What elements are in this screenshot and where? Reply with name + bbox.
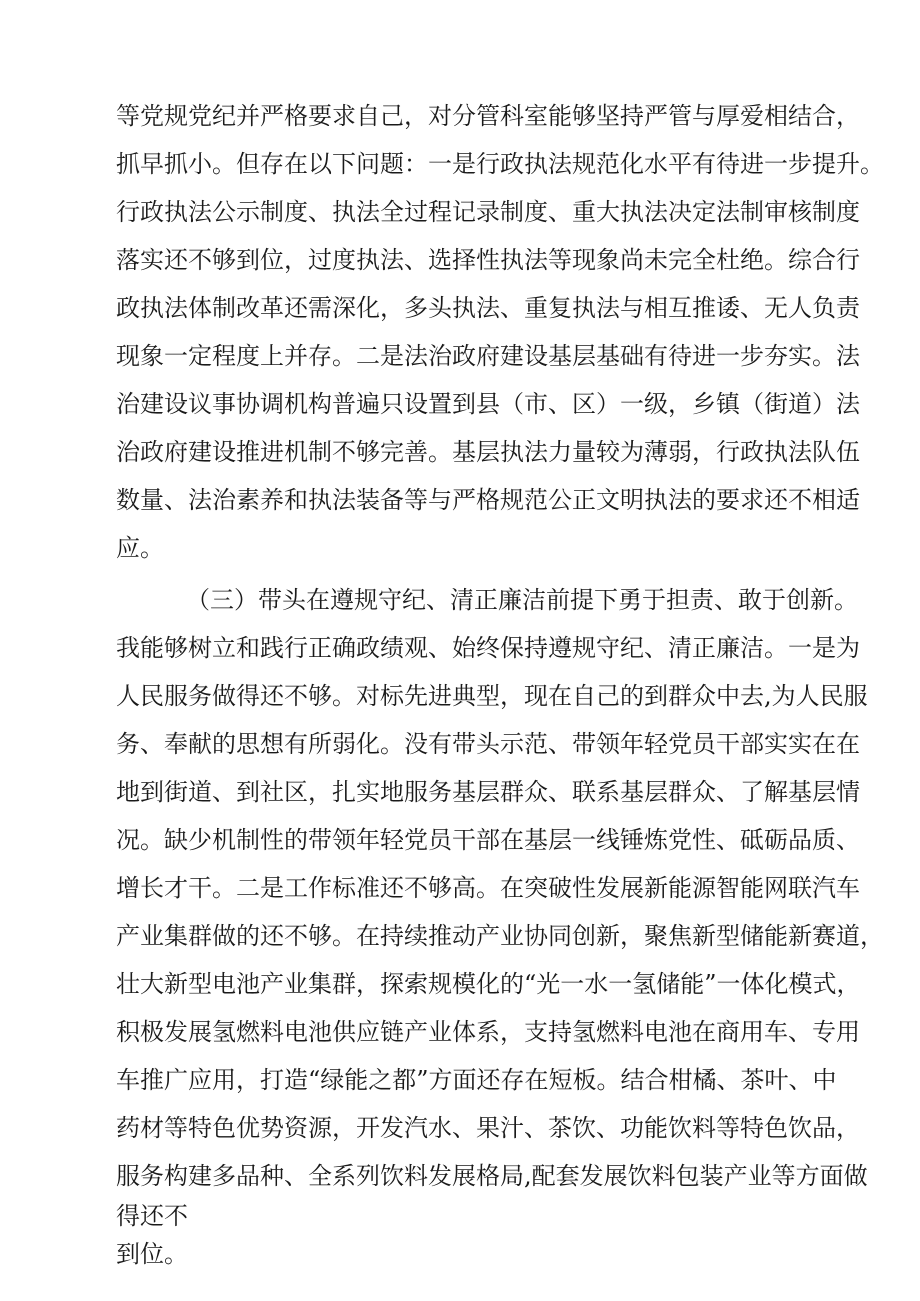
text-line: 数量、法治素养和执法装备等与严格规范公正文明执法的要求还不相适 <box>116 486 860 514</box>
text-line: 我能够树立和践行正确政绩观、始终保持遵规守纪、清正廉洁。一是为 <box>116 634 860 662</box>
text-line: 产业集群做的还不够。在持续推动产业协同创新，聚焦新型储能新赛道， <box>116 922 884 950</box>
text-line: 况。缺少机制性的带领年轻党员干部在基层一线锤炼党性、砥砺品质、 <box>116 826 860 854</box>
text-line: 等党规党纪并严格要求自己，对分管科室能够坚持严管与厚爱相结合， <box>116 102 860 130</box>
text-line: 到位。 <box>116 1240 188 1268</box>
text-line: 治建设议事协调机构普遍只设置到县（市、区）一级，乡镇（街道）法 <box>116 390 860 418</box>
text-line: 车推广应用，打造“绿能之都”方面还存在短板。结合柑橘、茶叶、中 <box>116 1066 837 1094</box>
text-line: 得还不 <box>116 1202 188 1230</box>
text-line: 应。 <box>116 534 164 562</box>
text-line: 药材等特色优势资源，开发汽水、果汁、茶饮、功能饮料等特色饮品， <box>116 1114 860 1142</box>
text-line: 行政执法公示制度、执法全过程记录制度、重大执法决定法制审核制度 <box>116 198 860 226</box>
text-line: 抓早抓小。但存在以下问题：一是行政执法规范化水平有待进一步提升。 <box>116 150 884 178</box>
text-line: 服务构建多品种、全系列饮料发展格局,配套发展饮料包装产业等方面做 <box>116 1162 868 1190</box>
text-line: 治政府建设推进机制不够完善。基层执法力量较为薄弱，行政执法队伍 <box>116 438 860 466</box>
section-heading: （三）带头在遵规守纪、清正廉洁前提下勇于担责、敢于创新。 <box>186 586 858 614</box>
text-line: 人民服务做得还不够。对标先进典型，现在自己的到群众中去,为人民服 <box>116 682 868 710</box>
text-line: 政执法体制改革还需深化，多头执法、重复执法与相互推诿、无人负责 <box>116 294 860 322</box>
text-line: 务、奉献的思想有所弱化。没有带头示范、带领年轻党员干部实实在在 <box>116 730 860 758</box>
text-line: 积极发展氢燃料电池供应链产业体系，支持氢燃料电池在商用车、专用 <box>116 1018 860 1046</box>
text-line: 地到街道、到社区，扎实地服务基层群众、联系基层群众、了解基层情 <box>116 778 860 806</box>
text-line: 增长才干。二是工作标准还不够高。在突破性发展新能源智能网联汽车 <box>116 874 860 902</box>
text-line: 现象一定程度上并存。二是法治政府建设基层基础有待进一步夯实。法 <box>116 342 860 370</box>
text-line: 落实还不够到位，过度执法、选择性执法等现象尚未完全杜绝。综合行 <box>116 246 860 274</box>
text-line: 壮大新型电池产业集群，探索规模化的“光一水一氢储能”一体化模式， <box>116 970 861 998</box>
